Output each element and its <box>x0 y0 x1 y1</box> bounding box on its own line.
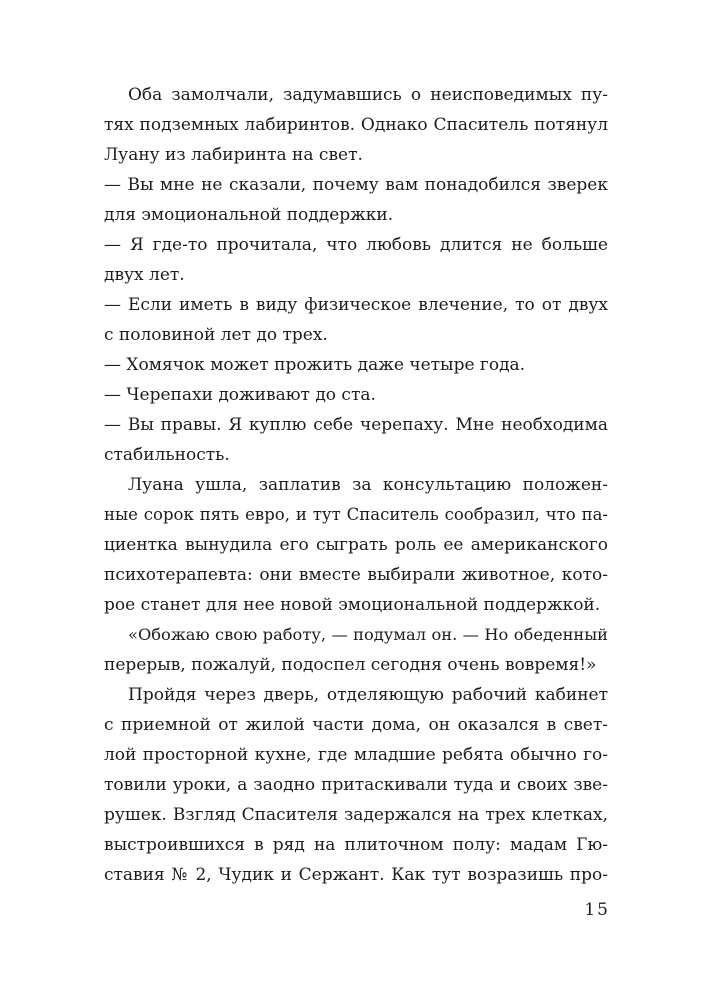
text-line: Луану из лабиринта на свет. <box>104 145 363 165</box>
text-line: — Черепахи доживают до ста. <box>104 385 376 405</box>
text-line: двух лет. <box>104 265 185 285</box>
text-line: психотерапевта: они вместе выбирали животное, кото- <box>104 565 608 585</box>
text-line: циентка вынудила его сыграть роль ее американского <box>104 535 608 555</box>
text-line: лой просторной кухне, где младшие ребята обычно го- <box>104 745 608 765</box>
text-line: Пройдя через дверь, отделяющую рабочий кабинет <box>128 685 608 705</box>
text-line: рушек. Взгляд Спасителя задержался на трех клетках, <box>104 805 608 825</box>
text-line: «Обожаю свою работу, — подумал он. — Но обеденный <box>128 625 608 644</box>
text-line: для эмоциональной поддержки. <box>104 205 394 225</box>
text-line: — Вы мне не сказали, почему вам понадобился зверек <box>104 175 608 195</box>
text-line: стабильность. <box>104 445 230 465</box>
text-line: перерыв, пожалуй, подоспел сегодня очень вовремя!» <box>104 655 597 675</box>
text-line: — Хомячок может прожить даже четыре года. <box>104 355 526 375</box>
text-line: с приемной от жилой части дома, он оказался в свет- <box>104 715 608 735</box>
text-line: тях подземных лабиринтов. Однако Спаситель потянул <box>104 115 608 135</box>
text-line: ставия № 2, Чудик и Сержант. Как тут возразишь про- <box>104 865 608 885</box>
text-line: ные сорок пять евро, и тут Спаситель сообразил, что па- <box>104 505 608 524</box>
text-line: — Вы правы. Я куплю себе черепаху. Мне необходима <box>104 415 608 435</box>
text-line: — Я где-то прочитала, что любовь длится не больше <box>104 235 608 255</box>
text-line: Луана ушла, заплатив за консультацию положен- <box>128 475 608 495</box>
text-line: рое станет для нее новой эмоциональной поддержкой. <box>104 595 601 615</box>
text-line: — Если иметь в виду физическое влечение, то от двух <box>104 295 608 315</box>
body-text <box>104 80 608 890</box>
text-line: с половиной лет до трех. <box>104 325 328 345</box>
text-line: Оба замолчали, задумавшись о неисповедимых пу- <box>128 85 608 105</box>
text-line: выстроившихся в ряд на плиточном полу: мадам Гю- <box>104 835 608 855</box>
page-number: 15 <box>584 900 610 920</box>
text-line: товили уроки, а заодно притаскивали туда и своих зве- <box>104 775 608 795</box>
